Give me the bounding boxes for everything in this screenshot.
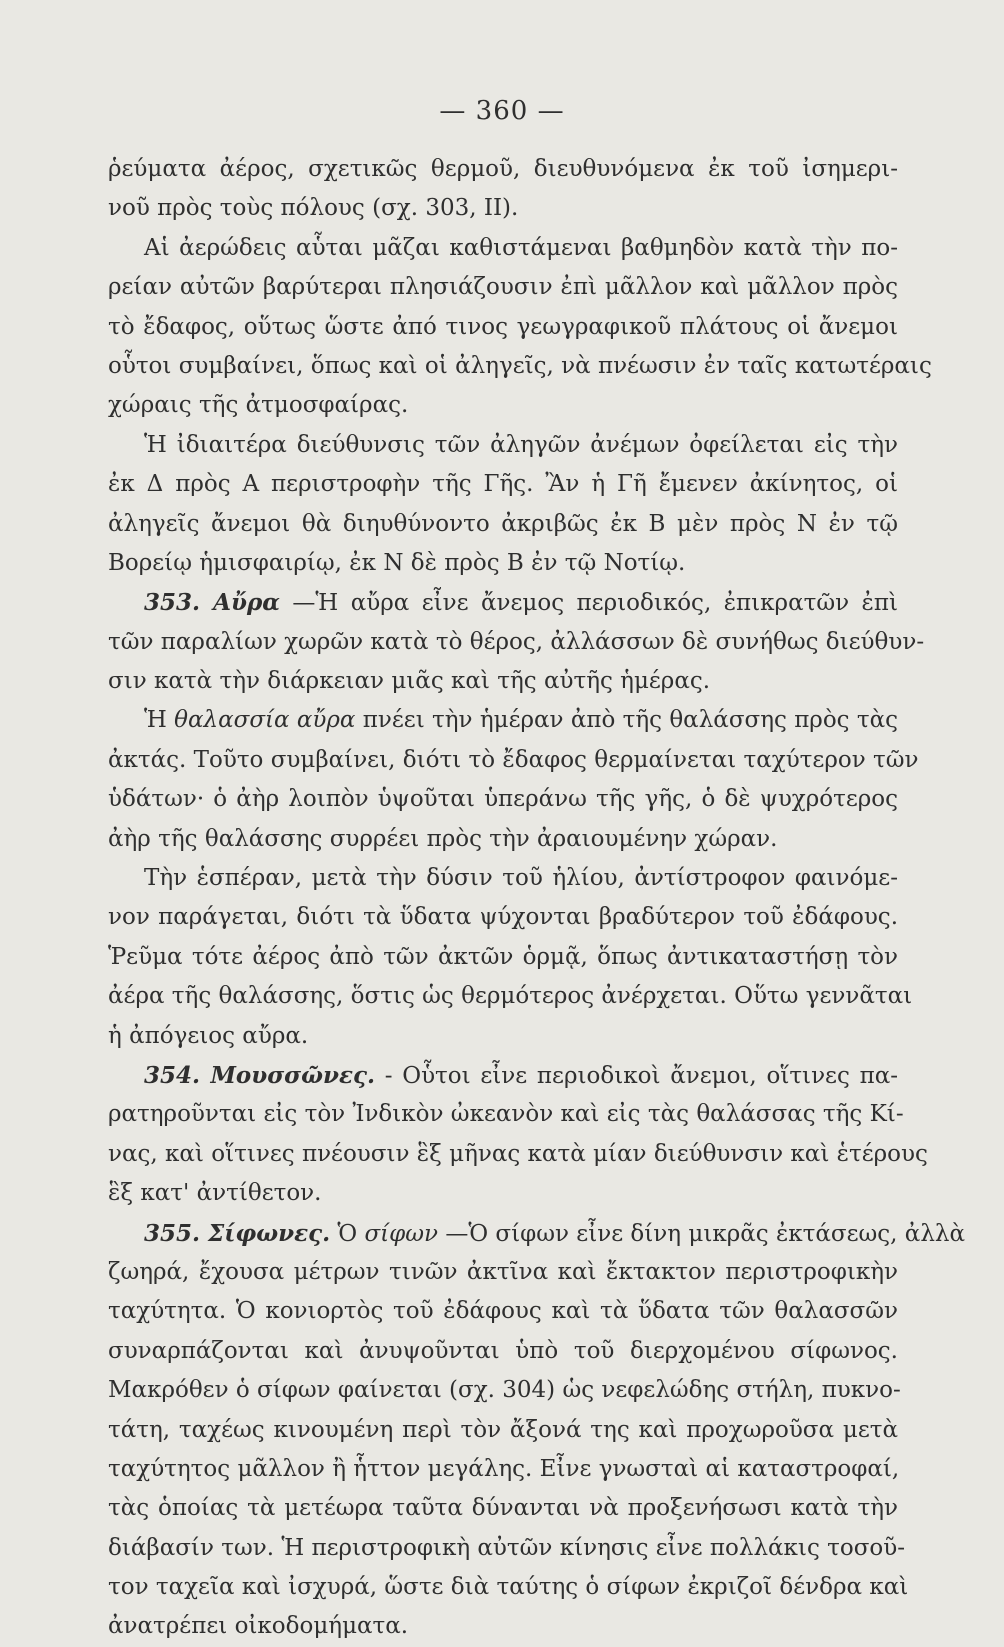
text-line: ὑδάτων· ὁ ἀὴρ λοιπὸν ὑψοῦται ὑπεράνω τῆς γῆς, ὁ δὲ ψυχρότερος (108, 786, 898, 813)
term-thalassia-avra: θαλασσία αὔρα (174, 707, 356, 734)
text-line: ρείαν αὐτῶν βαρύτεραι πλησιάζουσιν ἐπὶ μᾶλλον καὶ μᾶλλον πρὸς (108, 274, 898, 301)
text-line: ἀκτάς. Τοῦτο συμβαίνει, διότι τὸ ἔδαφος θερμαίνεται ταχύτερον τῶν (108, 746, 919, 773)
thalassia-line (108, 701, 898, 740)
text-line: Ῥεῦμα τότε ἀέρος ἀπὸ τῶν ἀκτῶν ὁρμᾷ, ὅπως ἀντικαταστήσῃ τὸν (108, 943, 898, 970)
text-line: νας, καὶ οἵτινες πνέουσιν ἓξ μῆνας κατὰ μίαν διεύθυνσιν καὶ ἑτέρους (108, 1140, 928, 1167)
text-line: - Οὗτοι εἶνε περιοδικοὶ ἄνεμοι, οἵτινες πα- (384, 1062, 899, 1089)
text-line: τὸ ἔδαφος, οὕτως ὥστε ἀπό τινος γεωγραφικοῦ πλάτους οἱ ἄνεμοι (108, 313, 898, 340)
text-line: ἡ ἀπόγειος αὔρα. (108, 1022, 309, 1049)
text-line: ἀέρα τῆς θαλάσσης, ὅστις ὡς θερμότερος ἀνέρχεται. Οὕτω γεννᾶται (108, 983, 913, 1010)
section-heading-353: 353. Αὔρα (144, 589, 280, 617)
text-line: νοῦ πρὸς τοὺς πόλους (σχ. 303, II). (108, 195, 519, 222)
body-text (108, 150, 966, 1647)
text-line: σιν κατὰ τὴν διάρκειαν μιᾶς καὶ τῆς αὐτῆς ἡμέρας. (108, 668, 711, 695)
text-line: τὰς ὁποίας τὰ μετέωρα ταῦτα δύνανται νὰ προξενήσωσι κατὰ τὴν (108, 1495, 898, 1522)
article: Ἡ (144, 707, 167, 734)
text-line: χώραις τῆς ἀτμοσφαίρας. (108, 392, 409, 419)
section-355-line (108, 1214, 966, 1253)
text-line: τῶν παραλίων χωρῶν κατὰ τὸ θέρος, ἀλλάσσων δὲ συνήθως διεύθυν- (108, 628, 925, 655)
text-line: Αἱ ἀερώδεις αὗται μᾶζαι καθιστάμεναι βαθμηδὸν κατὰ τὴν πο- (144, 234, 898, 261)
text-line: ταχύτητος μᾶλλον ἢ ἧττον μεγάλης. Εἶνε γνωσταὶ αἱ καταστροφαί, (108, 1455, 900, 1482)
text-line: Τὴν ἑσπέραν, μετὰ τὴν δύσιν τοῦ ἡλίου, ἀντίστροφον φαινόμε- (144, 865, 898, 892)
text-line: ἀληγεῖς ἄνεμοι θὰ διηυθύνοντο ἀκριβῶς ἐκ Β μὲν πρὸς Ν ἐν τῷ (108, 510, 898, 537)
text-line: πνέει τὴν ἡμέραν ἀπὸ τῆς θαλάσσης πρὸς τὰς (362, 707, 899, 734)
text-line: ἀνατρέπει οἰκοδομήματα. (108, 1613, 409, 1640)
article: Ὁ (337, 1220, 358, 1247)
text-line: Βορείῳ ἡμισφαιρίῳ, ἐκ Ν δὲ πρὸς Β ἐν τῷ Νοτίῳ. (108, 549, 686, 576)
text-line: ταχύτητα. Ὁ κονιορτὸς τοῦ ἐδάφους καὶ τὰ ὕδατα τῶν θαλασσῶν (108, 1298, 898, 1325)
text-line: ἓξ κατ' ἀντίθετον. (108, 1180, 322, 1207)
text-line: νον παράγεται, διότι τὰ ὕδατα ψύχονται βραδύτερον τοῦ ἐδάφους. (108, 904, 898, 931)
text-line: ρατηροῦνται εἰς τὸν Ἰνδικὸν ὠκεανὸν καὶ εἰς τὰς θαλάσσας τῆς Κί- (108, 1101, 904, 1128)
text-line: ζωηρά, ἔχουσα μέτρων τινῶν ἀκτῖνα καὶ ἔκτακτον περιστροφικὴν (108, 1258, 898, 1285)
text-line: Μακρόθεν ὁ σίφων φαίνεται (σχ. 304) ὡς νεφελώδης στήλη, πυκνο- (108, 1377, 901, 1404)
section-heading-355: 355. Σίφωνες. (144, 1219, 331, 1247)
text-line: ἀὴρ τῆς θαλάσσης συρρέει πρὸς τὴν ἀραιουμένην χώραν. (108, 825, 778, 852)
text-line: διάβασίν των. Ἡ περιστροφικὴ αὐτῶν κίνησις εἶνε πολλάκις τοσοῦ- (108, 1534, 906, 1561)
section-354-line (108, 1056, 898, 1095)
text-line: οὗτοι συμβαίνει, ὅπως καὶ οἱ ἀληγεῖς, νὰ πνέωσιν ἐν ταῖς κατωτέραις (108, 352, 932, 379)
text-line: —Ἡ αὔρα εἶνε ἄνεμος περιοδικός, ἐπικρατῶν ἐπὶ (292, 590, 898, 617)
term-sifon: σίφων (364, 1220, 439, 1247)
page-number: — 360 — (439, 96, 565, 126)
section-353-line (108, 583, 898, 622)
text-line: —Ὁ σίφων εἶνε δίνη μικρᾶς ἐκτάσεως, ἀλλὰ (445, 1220, 966, 1247)
text-line: ῥεύματα ἀέρος, σχετικῶς θερμοῦ, διευθυνόμενα ἐκ τοῦ ἰσημερι- (108, 156, 898, 182)
text-line: τάτη, ταχέως κινουμένη περὶ τὸν ἄξονά της καὶ προχωροῦσα μετὰ (108, 1416, 898, 1443)
text-line: συναρπάζονται καὶ ἀνυψοῦνται ὑπὸ τοῦ διερχομένου σίφωνος. (108, 1337, 898, 1364)
text-line: τον ταχεῖα καὶ ἰσχυρά, ὥστε διὰ ταύτης ὁ σίφων ἐκριζοῖ δένδρα καὶ (108, 1574, 909, 1601)
section-heading-354: 354. Μουσσῶνες. (144, 1061, 375, 1089)
text-line: Ἡ ἰδιαιτέρα διεύθυνσις τῶν ἀληγῶν ἀνέμων ὀφείλεται εἰς τὴν (144, 431, 898, 458)
text-line: ἐκ Δ πρὸς Α περιστροφὴν τῆς Γῆς. Ἂν ἡ Γῆ ἔμενεν ἀκίνητος, οἱ (108, 471, 898, 498)
